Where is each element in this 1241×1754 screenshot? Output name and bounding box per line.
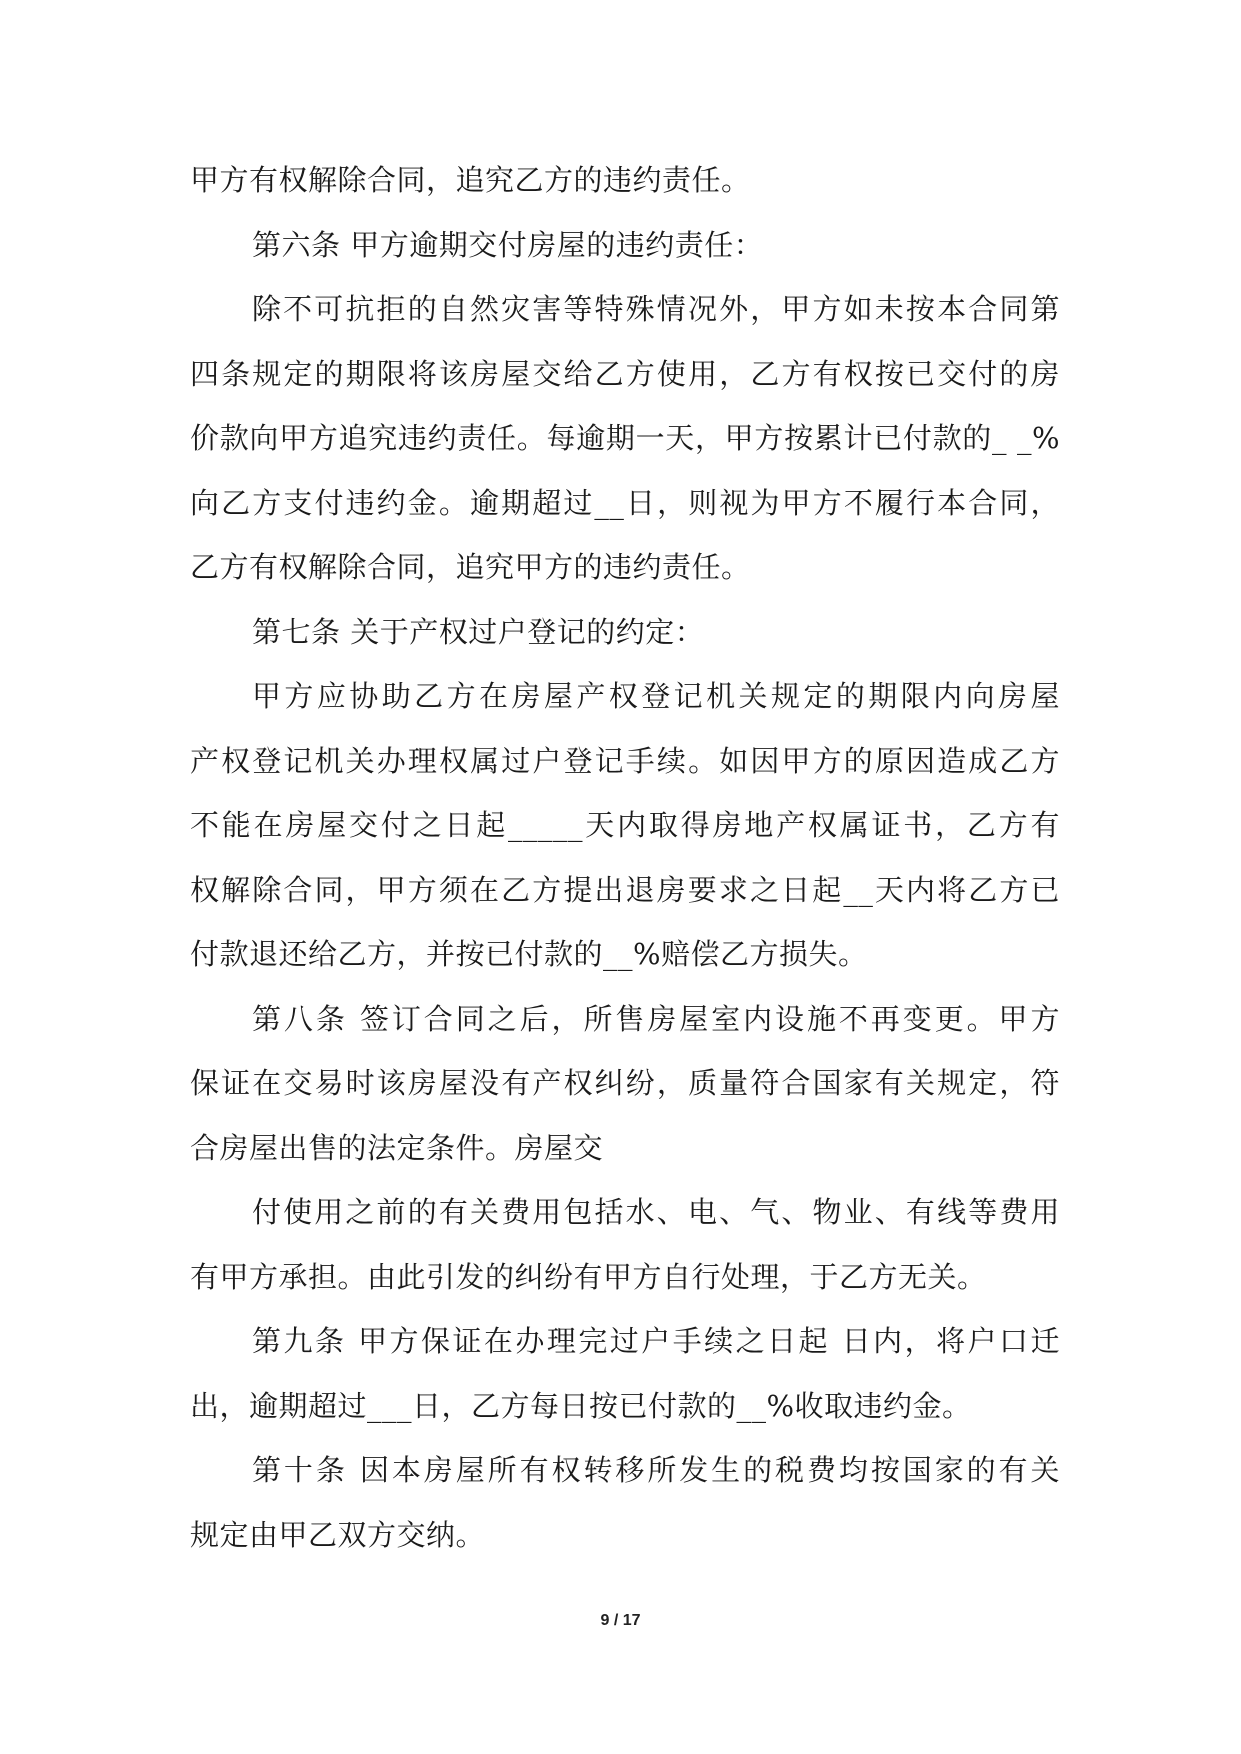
text-line: 付使用之前的有关费用包括水、电、气、物业、有线等费用 bbox=[252, 1195, 1060, 1229]
text-line: 价款向甲方追究违约责任。每逾期一天，甲方按累计已付款的_ _% bbox=[190, 421, 1060, 455]
text-line: 向乙方支付违约金。逾期超过__日，则视为甲方不履行本合同， bbox=[190, 485, 1060, 520]
text-line: 有甲方承担。由此引发的纠纷有甲方自行处理，于乙方无关。 bbox=[190, 1259, 987, 1294]
text-line: 保证在交易时该房屋没有产权纠纷，质量符合国家有关规定，符 bbox=[190, 1066, 1060, 1100]
article-7-heading: 第七条 关于产权过户登记的约定： bbox=[252, 614, 705, 649]
article-10-heading: 第十条 因本房屋所有权转移所发生的税费均按国家的有关 bbox=[252, 1453, 1060, 1487]
text-line: 产权登记机关办理权属过户登记手续。如因甲方的原因造成乙方 bbox=[190, 743, 1060, 778]
article-9-heading: 第九条 甲方保证在办理完过户手续之日起 日内，将户口迁 bbox=[252, 1324, 1060, 1358]
text-line: 除不可抗拒的自然灾害等特殊情况外，甲方如未按本合同第 bbox=[252, 292, 1060, 326]
page-number: 9 / 17 bbox=[600, 1612, 641, 1629]
text-line: 规定由甲乙双方交纳。 bbox=[190, 1517, 486, 1552]
text-line: 四条规定的期限将该房屋交给乙方使用，乙方有权按已交付的房 bbox=[190, 356, 1060, 391]
text-line: 权解除合同，甲方须在乙方提出退房要求之日起__天内将乙方已 bbox=[190, 872, 1060, 907]
text-line: 出，逾期超过___日，乙方每日按已付款的__%收取违约金。 bbox=[190, 1388, 972, 1423]
text-line: 不能在房屋交付之日起_____天内取得房地产权属证书，乙方有 bbox=[190, 808, 1060, 842]
text-line: 合房屋出售的法定条件。房屋交 bbox=[190, 1130, 604, 1165]
contract-body bbox=[190, 148, 1060, 1567]
article-8-heading: 第八条 签订合同之后，所售房屋室内设施不再变更。甲方 bbox=[252, 1001, 1060, 1036]
text-line: 甲方应协助乙方在房屋产权登记机关规定的期限内向房屋 bbox=[252, 679, 1060, 713]
text-line: 甲方有权解除合同，追究乙方的违约责任。 bbox=[190, 163, 751, 197]
text-line: 乙方有权解除合同，追究甲方的违约责任。 bbox=[190, 550, 751, 584]
article-6-heading: 第六条 甲方逾期交付房屋的违约责任： bbox=[252, 227, 764, 262]
text-line: 付款退还给乙方，并按已付款的__%赔偿乙方损失。 bbox=[190, 937, 868, 971]
